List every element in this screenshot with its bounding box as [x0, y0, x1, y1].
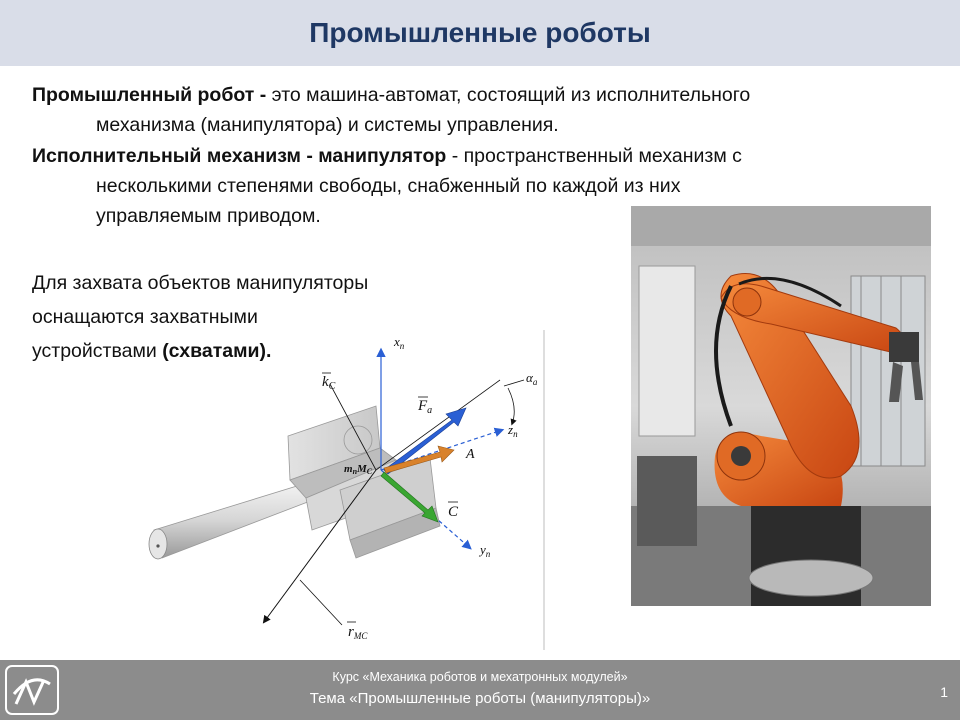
definition-manipulator-text: - пространственный механизм с	[446, 145, 742, 167]
footer	[0, 660, 960, 720]
x-axis-label: $x_п$	[394, 334, 405, 351]
title-bar	[0, 0, 960, 66]
f-label: $F_а$	[418, 398, 433, 416]
definition-manipulator-cont1: несколькими степенями свободы, снабженный по каждой из них	[96, 175, 681, 197]
gripper-line3-text: устройствами	[32, 340, 163, 362]
definition-manipulator-cont2: управляемым приводом.	[96, 205, 321, 227]
alpha-leader	[504, 380, 524, 386]
gripper-rod	[149, 482, 318, 559]
alpha-arc	[508, 388, 514, 424]
k-label: $k_С$	[322, 374, 336, 392]
page-number: 1	[940, 684, 948, 700]
gripper-term: (схватами).	[162, 340, 272, 362]
z-axis-label: $z_п$	[508, 422, 518, 439]
robot-photo	[631, 206, 931, 606]
r-label-leader	[300, 580, 342, 625]
footer-course: Курс «Механика роботов и мехатронных модулей»	[332, 670, 628, 684]
m-label: mпMС	[344, 463, 373, 476]
gripper-line2: оснащаются захватными	[32, 306, 258, 328]
definition-robot-cont: механизма (манипулятора) и системы управления.	[96, 114, 559, 136]
a-label: A	[466, 447, 475, 462]
footer-topic: Тема «Промышленные роботы (манипуляторы)»	[309, 690, 651, 707]
r-label: $r_{МС}$	[348, 624, 368, 641]
gripper-line1: Для захвата объектов манипуляторы	[32, 272, 369, 294]
term-robot: Промышленный робот -	[32, 84, 267, 106]
definition-robot	[32, 80, 932, 140]
term-manipulator: Исполнительный механизм - манипулятор	[32, 145, 447, 167]
slide-title: Промышленные роботы	[309, 17, 651, 48]
gripper-body	[288, 406, 440, 558]
alpha-label: $\alpha_а$	[526, 370, 538, 387]
y-axis-label: $y_п$	[480, 542, 491, 559]
definition-robot-text: это машина-автомат, состоящий из исполнительного	[266, 84, 751, 106]
gripper-force-diagram	[140, 330, 550, 655]
c-label: C	[448, 504, 459, 520]
